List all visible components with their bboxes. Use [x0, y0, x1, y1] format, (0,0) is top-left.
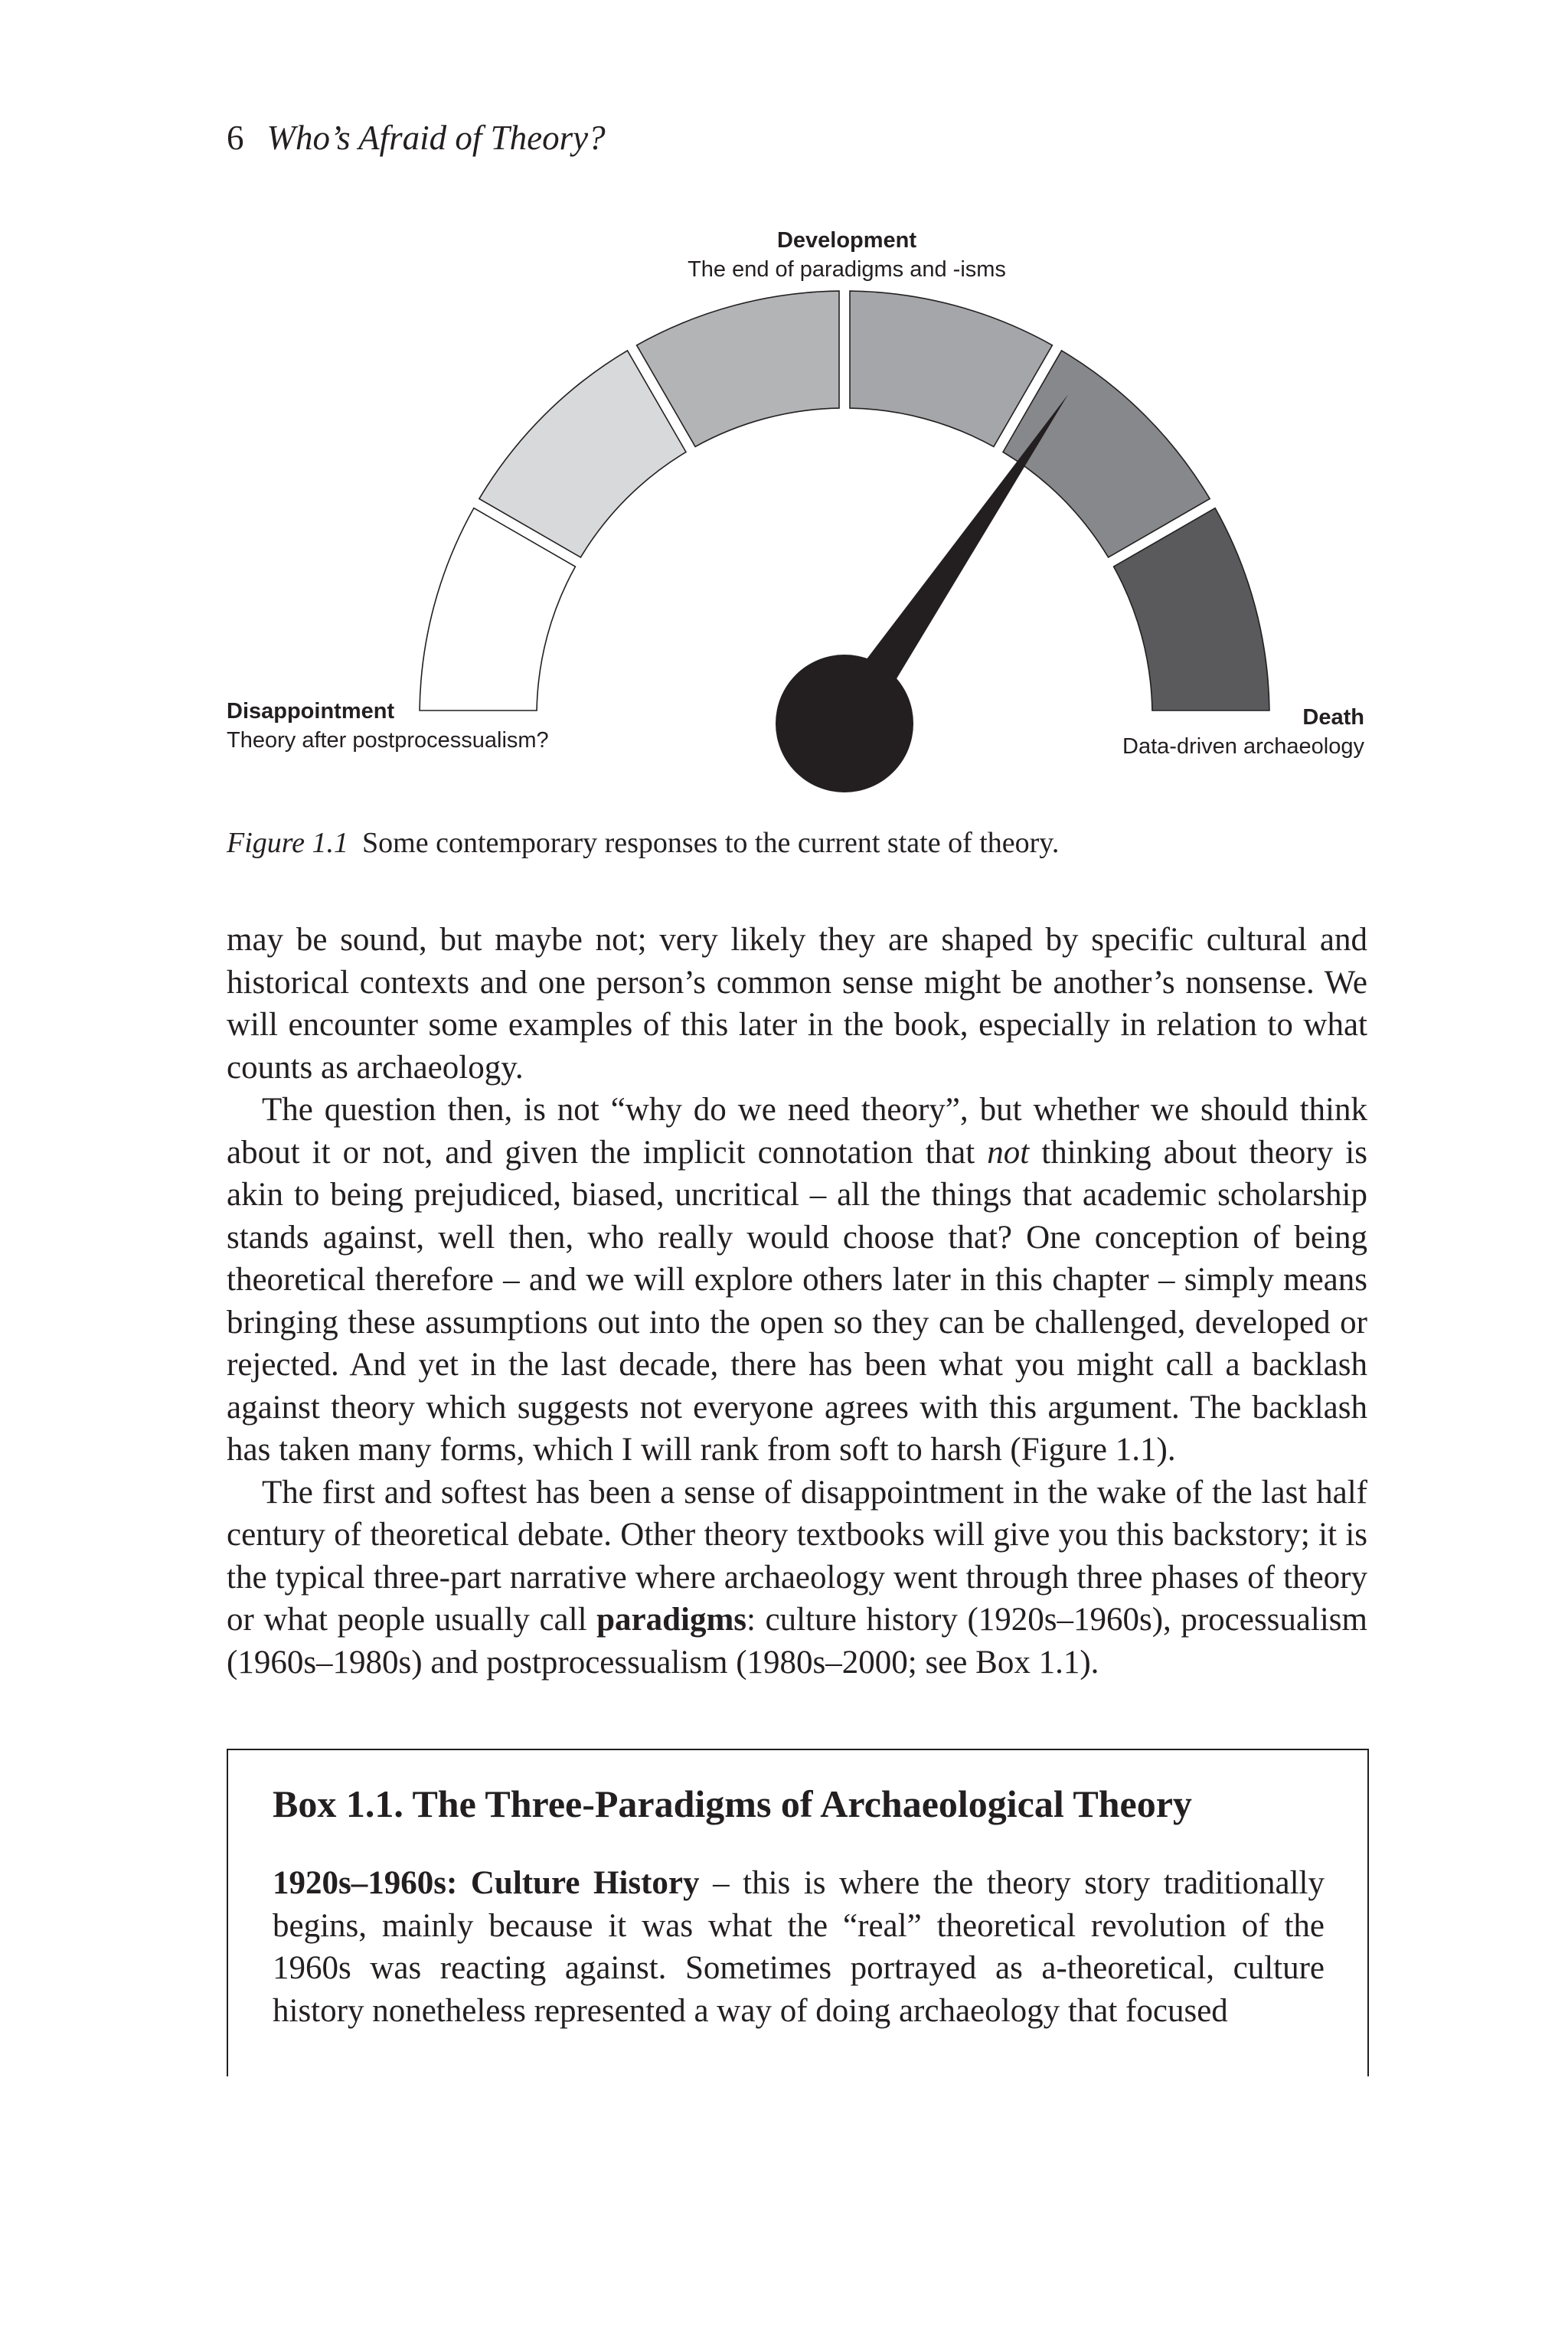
box-1-1	[227, 1749, 1369, 2076]
death-subtitle: Data-driven archaeology	[1122, 734, 1364, 759]
paragraph-3-part-b: : culture history (1920s–1960s), processualism (1960s–1980s) and postprocessualism (1980s–2000; see Box 1.1).	[227, 1602, 1367, 1681]
page-number: 6	[227, 119, 244, 157]
paragraph-1: may be sound, but maybe not; very likely they are shaped by specific cultural and historical contexts and one person’s common sense might be another’s nonsense. We will encounter some examples of this later in the book, especially in relation to what counts as archaeology.	[227, 922, 1367, 1086]
body-text	[227, 919, 1367, 1684]
death-heading: Death	[1302, 705, 1364, 730]
paragraph-2-part-b: thinking about theory is akin to being prejudiced, biased, uncritical – all the things that academic scholarship stands against, well then, who really would choose that? One conception of being theoretical therefore – and we will explore others later in this chapter – simply means bringing these assumptions out into the open so they can be challenged, developed or rejected. And yet in the last decade, there has been what you might call a backlash against theory which suggests not everyone agrees with this argument. The backlash has taken many forms, which I will rank from soft to harsh (Figure 1.1).	[227, 1134, 1367, 1468]
gauge-hub	[776, 655, 913, 792]
paragraph-2	[227, 1089, 1367, 1472]
development-subtitle: The end of paradigms and -isms	[688, 257, 1006, 282]
figure-number: Figure 1.1	[227, 827, 349, 859]
gauge-label-death	[1122, 703, 1364, 761]
paragraph-2-part-a: The question then, is not “why do we need theory”, but whether we should think about it or not, and given the implicit connotation that	[227, 1092, 1367, 1171]
bold-paradigms: paradigms	[596, 1602, 746, 1638]
gauge-segment-2	[479, 351, 686, 557]
box-paragraph	[273, 1862, 1325, 2032]
paragraph-3	[227, 1472, 1367, 1684]
figure-caption	[227, 824, 1059, 862]
box-text: – this is where the theory story traditionally begins, mainly because it was what the “real” theoretical revolution of the 1960s was reacting against. Sometimes portrayed as a-theoretical, culture history nonetheless represented a way of doing archaeology that focused	[273, 1865, 1325, 2029]
book-title: Who’s Afraid of Theory?	[266, 119, 606, 157]
gauge-label-disappointment	[227, 697, 549, 755]
disappointment-subtitle: Theory after postprocessualism?	[227, 728, 549, 753]
gauge-label-development	[0, 226, 1568, 284]
caption-text: Some contemporary responses to the current state of theory.	[362, 827, 1060, 859]
emphasis-not: not	[987, 1134, 1030, 1171]
development-heading: Development	[776, 228, 917, 253]
gauge-segment-5	[1003, 351, 1210, 557]
paragraph-3-part-a: The first and softest has been a sense of disappointment in the wake of the last half century of theoretical debate. Other theory textbooks will give you this backstory; it is the typical three-part narrative where archaeology went through three phases of theory or what people usually call	[227, 1474, 1367, 1638]
box-title: Box 1.1. The Three-Paradigms of Archaeological Theory	[273, 1782, 1192, 1825]
disappointment-heading: Disappointment	[227, 699, 395, 724]
box-lead: 1920s–1960s: Culture History	[273, 1865, 700, 1901]
